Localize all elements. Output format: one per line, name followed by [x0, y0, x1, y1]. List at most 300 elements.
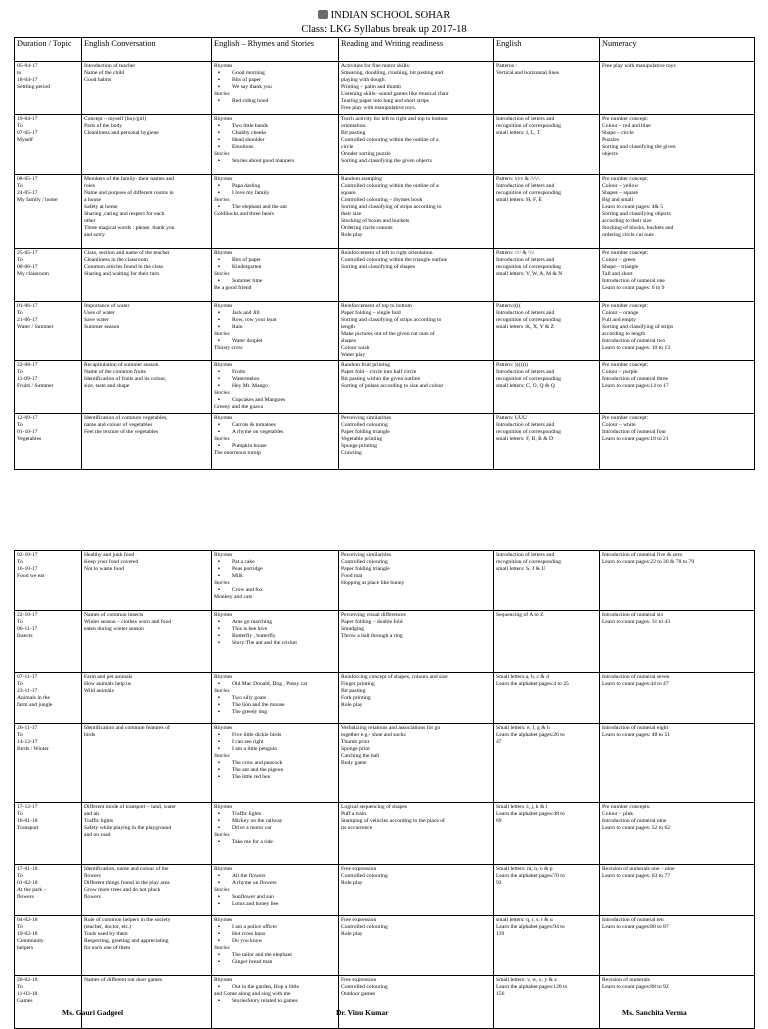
table-row [15, 302, 755, 361]
bullet-item: ▪ Watermelon [214, 376, 336, 383]
cell-line: To [17, 811, 23, 817]
cell-line: Introduction of numeral one [602, 278, 665, 284]
cell-line: Learn the alphabet pages:4 to 25 [496, 681, 569, 687]
cell-line: Paper fold – circle into half circle [341, 369, 417, 375]
cell-line: according to their size [602, 218, 652, 224]
cell-line: 22-08-17 [17, 362, 38, 368]
table-row [15, 611, 755, 673]
reading-writing-cell [339, 803, 494, 865]
cell-line: 01-10-17 [17, 429, 38, 435]
numeracy-cell [600, 175, 755, 249]
cell-line: Shapes – square [602, 190, 639, 196]
cell-line: recognition of corresponding [496, 559, 561, 565]
rhymes-heading: Rhymes [214, 415, 233, 421]
rhymes-stories-cell [212, 302, 339, 361]
cell-line: Small letters: e, f, g & h [496, 725, 550, 731]
cell-line: Perceiving similarities [341, 552, 392, 558]
reading-writing-cell [339, 175, 494, 249]
cell-line: Identification, name and colour of the [84, 866, 169, 872]
cell-line: Sequencing of A to Z [496, 612, 544, 618]
cell-line: Puzzles [602, 137, 620, 143]
bullet-item: ▪ Ants go marching [214, 619, 336, 626]
cell-line: Introduction of numeral seven [602, 674, 670, 680]
numeracy-cell [600, 865, 755, 916]
bullet-item: ▪ Good morning [214, 70, 336, 77]
cell-line: Learn to count pages: 6 to 9 [602, 285, 665, 291]
rhymes-heading: Rhymes [214, 917, 233, 923]
cell-line: Pre number concept: [602, 303, 649, 309]
bullet-item: ▪ The tailor and the elephant [214, 952, 336, 959]
rhymes-heading: Rhymes [214, 552, 233, 558]
cell-line: To [17, 984, 23, 990]
bullet-item: ▪ Summer time [214, 278, 336, 285]
cell-line: Learn to count pages: 10 to 13 [602, 345, 671, 351]
cell-line: Winter season – clothes worn and food [84, 619, 172, 625]
conversation-cell [82, 916, 212, 976]
cell-line: Learn the alphabet pages:70 to [496, 873, 565, 879]
cell-line: 19-04-17 [17, 116, 38, 122]
rhymes-stories-cell [212, 551, 339, 611]
cell-line: Controlled colouring – rhymes book [341, 197, 423, 203]
rhymes-heading: Rhymes [214, 977, 233, 983]
cell-line: Learn to count pages:14 to 17 [602, 383, 669, 389]
cell-line: Big and small [602, 197, 634, 203]
cell-line: 14-12-17 [17, 739, 38, 745]
cell-line: Free expression [341, 866, 377, 872]
english-cell [494, 249, 600, 302]
stories-heading: Stories [214, 197, 230, 203]
bullet-item: ▪ The elephant and the ant [214, 204, 336, 211]
cell-line: Learn to count pages:80 to 87 [602, 924, 669, 930]
reading-writing-cell [339, 551, 494, 611]
rhymes-stories-cell [212, 865, 339, 916]
bullet-item: ▪ All the flowers [214, 873, 336, 880]
cell-line: small letters: C, O, Q & Q [496, 383, 555, 389]
cell-line: 93 [496, 880, 502, 886]
cell-line: Summer season [84, 324, 120, 330]
cell-line: 11-09-17 [17, 376, 38, 382]
cell-line: 26-11-17 [17, 725, 38, 731]
cell-line: other [84, 218, 96, 224]
table-row [15, 361, 755, 414]
numeracy-cell [600, 551, 755, 611]
cell-line: Sorting of pulses according to size and colour [341, 383, 444, 389]
cell-line: Shape – circle [602, 130, 634, 136]
bullet-item: ▪ A rhyme on vegetables [214, 429, 336, 436]
cell-line: Sorting and classifying of strips according to [341, 317, 442, 323]
english-cell [494, 865, 600, 916]
bullet-item: ▪ The crow and peacock [214, 760, 336, 767]
column-header: Duration / Topic [15, 38, 82, 62]
cell-line: their size [341, 211, 362, 217]
cell-line: Learn to count pages:88 to 92 [602, 984, 669, 990]
cell-line: Throw a ball through a ring [341, 633, 403, 639]
rhymes-heading: Rhymes [214, 725, 233, 731]
numeracy-cell [600, 302, 755, 361]
cell-line: 07-11-17 [17, 674, 38, 680]
numeracy-cell [600, 803, 755, 865]
cell-line: 06-11-17 [17, 626, 38, 632]
english-cell [494, 302, 600, 361]
rhymes-heading: Rhymes [214, 116, 233, 122]
rhymes-stories-cell [212, 611, 339, 673]
conversation-cell [82, 414, 212, 470]
cell-line: 16-01-18 [17, 818, 38, 824]
cell-line: Reinforcement of left to right orientation [341, 250, 433, 256]
conversation-cell [82, 62, 212, 115]
reading-writing-cell [339, 115, 494, 175]
cell-line: Introduction of numeral eight [602, 725, 669, 731]
reading-writing-cell [339, 302, 494, 361]
numeracy-cell [600, 916, 755, 976]
cell-line: Common articles found in the class [84, 264, 164, 270]
cell-line: Name of the child [84, 70, 125, 76]
table-header-row [15, 38, 755, 62]
table-row [15, 976, 755, 1029]
conversation-cell [82, 865, 212, 916]
bullet-item: ▪ The little red hen [214, 774, 336, 781]
cell-line: Role of common helpers in the society [84, 917, 171, 923]
cell-line: flowers [84, 894, 101, 900]
school-name: INDIAN SCHOOL SOHAR [330, 10, 451, 21]
cell-line: (teacher, doctor, etc.) [84, 924, 132, 930]
bullet-item: ▪ Chubby cheeks [214, 130, 336, 137]
cell-line: Transport [17, 825, 39, 831]
school-logo-icon [318, 10, 328, 19]
cell-line: Name and purpose of different rooms in [84, 190, 174, 196]
cell-line: small letters: q, r, s, t & u [496, 917, 553, 923]
cell-line: Safety at home [84, 204, 118, 210]
cell-line: Different mode of transport – land, water [84, 804, 177, 810]
cell-line: Greeny and the guava [214, 404, 263, 410]
bullet-item: ▪ We say thank you [214, 84, 336, 91]
cell-line: Learn to count pages: 4& 5 [602, 204, 664, 210]
cell-line: Learn to count pages:18 to 21 [602, 436, 669, 442]
cell-line: Healthy and junk food [84, 552, 135, 558]
cell-line: Be a good friend [214, 285, 252, 291]
numeracy-cell [600, 724, 755, 803]
stories-heading: Stories [214, 331, 230, 337]
cell-line: and on road [84, 832, 111, 838]
cell-line: Water play [341, 352, 366, 358]
bullet-item: ▪ Traffic lights [214, 811, 336, 818]
cell-line: 24-05-17 [17, 190, 38, 196]
rhymes-stories-cell [212, 724, 339, 803]
cell-line: To [17, 369, 23, 375]
conversation-cell [82, 976, 212, 1029]
cell-line: Learn to count pages: 48 to 51 [602, 732, 671, 738]
bullet-item: ▪ Stories about good manners [214, 158, 336, 165]
cell-line: Colour – purple [602, 369, 638, 375]
rhymes-stories-cell [212, 673, 339, 724]
signature-teacher: Ms. Sanchita Verma [622, 1008, 687, 1017]
rhymes-stories-cell [212, 62, 339, 115]
cell-line: 23-11-17 [17, 688, 38, 694]
cell-line: small letters: S, J & U [496, 566, 546, 572]
cell-line: Introduction of numeral four [602, 429, 667, 435]
cell-line: Learn to count pages:22 to 30 & 78 to 79 [602, 559, 695, 565]
conversation-cell [82, 611, 212, 673]
rhymes-heading: Rhymes [214, 63, 233, 69]
cell-line: its occurrence [341, 825, 373, 831]
cell-line: Small letters: v, w, x, y & z [496, 977, 557, 983]
cell-line: for each one of them [84, 945, 131, 951]
table-row [15, 865, 755, 916]
cell-line: Perceiving similarities [341, 415, 392, 421]
rhymes-stories-cell [212, 803, 339, 865]
cell-line: Pre number concept: [602, 116, 649, 122]
cell-line: Introduction of numeral nine [602, 818, 667, 824]
bullet-item: ▪ Jack and Jill [214, 310, 336, 317]
cell-line: recognition of corresponding [496, 429, 561, 435]
cell-line: Colour – white [602, 422, 636, 428]
cell-line: Grow more trees and do not pluck [84, 887, 161, 893]
bullet-item: ▪ The greedy dog [214, 709, 336, 716]
bullet-item: ▪ Lotus and honey bee [214, 901, 336, 908]
cell-line: and sorry [84, 232, 105, 238]
english-cell [494, 62, 600, 115]
cell-line: Myself [17, 137, 33, 143]
cell-line: Introduction of numeral ten [602, 917, 664, 923]
cell-line: Role play [341, 702, 363, 708]
cell-line: small letters: F, B, R & D [496, 436, 554, 442]
duration-cell [15, 865, 82, 916]
cell-line: Bit pasting [341, 688, 366, 694]
cell-line: recognition of corresponding [496, 123, 561, 129]
conversation-cell [82, 551, 212, 611]
cell-line: Respecting, greeting and appreciating [84, 938, 169, 944]
duration-cell [15, 361, 82, 414]
cell-line: Keep your food covered [84, 559, 139, 565]
cell-line: Free play with manipulative toys. [341, 105, 417, 111]
cell-line: Revision of numerals one – nine [602, 866, 675, 872]
cell-line: Vegetable printing [341, 436, 383, 442]
reading-writing-cell [339, 916, 494, 976]
duration-cell [15, 724, 82, 803]
cell-line: Farm and pet animals [84, 674, 133, 680]
cell-line: Colour – orange [602, 310, 639, 316]
cell-line: To [17, 732, 23, 738]
cell-line: Introduction of numeral three [602, 376, 669, 382]
reading-writing-cell [339, 611, 494, 673]
reading-writing-cell [339, 249, 494, 302]
cell-line: recognition of corresponding [496, 317, 561, 323]
cell-line: Colour – red and blue [602, 123, 651, 129]
cell-line: Save water [84, 317, 109, 323]
cell-line: ordering circle cut outs [602, 232, 654, 238]
cell-line: Finger printing [341, 681, 375, 687]
cell-line: birds [84, 732, 96, 738]
table-row [15, 62, 755, 115]
rhymes-stories-cell [212, 175, 339, 249]
bullet-item: ▪ The ant and the pigeon [214, 767, 336, 774]
cell-line: Free play with manipulative toys [602, 63, 676, 69]
bullet-item: ▪ Two little hands [214, 123, 336, 130]
cell-line: Learn the alphabet pages:120 to [496, 984, 568, 990]
cell-line: Pattern: UUU [496, 415, 527, 421]
cell-line: Pattern:(((( [496, 303, 521, 309]
cell-line: 19-02-18 [17, 931, 38, 937]
cell-line: Wild animals [84, 688, 114, 694]
cell-line: To [17, 183, 23, 189]
cell-line: 01-02-18 [17, 880, 38, 886]
reading-writing-cell [339, 976, 494, 1029]
cell-line: To [17, 924, 23, 930]
duration-cell [15, 62, 82, 115]
cell-line: Puff a train [341, 811, 367, 817]
bullet-item: ▪ Five little dickie birds [214, 732, 336, 739]
cell-line: Name of the common fruits [84, 369, 146, 375]
numeracy-cell [600, 414, 755, 470]
cell-line: Controlled colouring [341, 924, 388, 930]
cell-line: To [17, 257, 23, 263]
cell-line: Bit pasting [341, 130, 366, 136]
bullet-item: ▪ I love my family [214, 190, 336, 197]
stories-heading: Stories [214, 91, 230, 97]
cell-line: small letters :K, X, Y & Z [496, 324, 554, 330]
cell-line: 47 [496, 739, 502, 745]
rhymes-heading: Rhymes [214, 303, 233, 309]
duration-cell [15, 673, 82, 724]
rhymes-heading: Rhymes [214, 866, 233, 872]
cell-line: Stocking of blocks, buckets and [602, 225, 674, 231]
cell-line: objects [602, 151, 618, 157]
bullet-item: ▪ Mickey on the railway [214, 818, 336, 825]
bullet-item: ▪ Papa darling [214, 183, 336, 190]
cell-line: Traffic lights [84, 818, 114, 824]
rhymes-stories-cell [212, 916, 339, 976]
table-row [15, 414, 755, 470]
column-header: Numeracy [600, 38, 755, 62]
table-row [15, 115, 755, 175]
cell-line: 156 [496, 991, 505, 997]
bullet-item: ▪ Fruits [214, 369, 336, 376]
cell-line: Learn the alphabet pages:48 to [496, 811, 565, 817]
cell-line: To [17, 619, 23, 625]
stories-heading: Stories [214, 887, 230, 893]
english-cell [494, 724, 600, 803]
cell-line: Paper folding triangle [341, 566, 390, 572]
cell-line: Controlled colouring [341, 984, 388, 990]
cell-line: shapes [341, 338, 356, 344]
cell-line: Names of common insects [84, 612, 144, 618]
cell-line: name and colour of vegetables [84, 422, 153, 428]
cell-line: Sharing ,caring and respect for each [84, 211, 165, 217]
reading-writing-cell [339, 361, 494, 414]
cell-line: Class, section and name of the teacher [84, 250, 170, 256]
rhymes-heading: Rhymes [214, 612, 233, 618]
cell-line: Goldilocks and three bears [214, 211, 274, 217]
cell-line: Sorting and classifying the given objects [341, 158, 432, 164]
duration-cell [15, 302, 82, 361]
cell-line: Fruits / Summer [17, 383, 54, 389]
bullet-item: ▪ Butterfly , butterfly [214, 633, 336, 640]
cell-line: Safety while playing in the playground [84, 825, 172, 831]
bullet-item: ▪ Hey Mr. Mango [214, 383, 336, 390]
cell-line: size, taste and shape [84, 383, 130, 389]
cell-line: Introduction of letters and [496, 183, 555, 189]
numeracy-cell [600, 976, 755, 1029]
cell-line: Perceiving visual differences [341, 612, 406, 618]
stories-heading: Stories [214, 271, 230, 277]
english-cell [494, 673, 600, 724]
cell-line: Full and empty [602, 317, 636, 323]
cell-line: 16-10-17 [17, 566, 38, 572]
cell-line: farm and jungle [17, 702, 53, 708]
reading-writing-cell [339, 673, 494, 724]
cell-line: Random fruit printing [341, 362, 391, 368]
numeracy-cell [600, 249, 755, 302]
cell-line: To [17, 123, 23, 129]
bullet-item: ▪ This is bee hive [214, 626, 336, 633]
cell-line: Food we eat [17, 573, 45, 579]
rhymes-stories-cell [212, 976, 339, 1029]
cell-line: Body game [341, 760, 367, 766]
cell-line: My family / home [17, 197, 58, 203]
cell-line: Sharing and waiting for their turn [84, 271, 160, 277]
cell-line: Pattern: //// & \\\\ [496, 250, 535, 256]
cell-line: Monkey and cats [214, 594, 253, 600]
cell-line: 04-02-18 [17, 917, 38, 923]
stories-heading: Stories [214, 151, 230, 157]
cell-line: Different things found in the play area [84, 880, 170, 886]
cell-line: Insects [17, 633, 33, 639]
cell-line: Settling period [17, 84, 51, 90]
cell-line: Paper folding – single fold [341, 310, 401, 316]
english-cell [494, 175, 600, 249]
cell-line: Names of different out door games [84, 977, 163, 983]
cell-line: My classroom [17, 271, 49, 277]
cell-line: Food mat [341, 573, 363, 579]
cell-line: The enormous turnip [214, 450, 261, 456]
cell-line: Small letters :i, j, k & l [496, 804, 548, 810]
cell-line: Small letters:a, b, c & d [496, 674, 549, 680]
cell-line: and air [84, 811, 100, 817]
cell-line: Birds / Winter [17, 746, 49, 752]
cell-line: Learn to count pages:44 to 47 [602, 681, 669, 687]
cell-line: Pattern: vvv & /\/\/\ [496, 176, 540, 182]
cell-line: Water / Summer [17, 324, 54, 330]
duration-cell [15, 414, 82, 470]
cell-line: Colour – yellow [602, 183, 639, 189]
rhymes-stories-cell [212, 249, 339, 302]
rhymes-heading: Rhymes [214, 804, 233, 810]
cell-line: Smearing, doodling, crushing, bit pasting and [341, 70, 443, 76]
table-row [15, 916, 755, 976]
bullet-item: ▪ I am a police officer [214, 924, 336, 931]
cell-line: To [17, 310, 23, 316]
cell-line: Members of the family- their names and [84, 176, 175, 182]
numeracy-cell [600, 115, 755, 175]
cell-line: Cleanliness in the classroom [84, 257, 148, 263]
stories-heading: Stories [214, 436, 230, 442]
numeracy-cell [600, 611, 755, 673]
cell-line: Sorting and classifying of strips [602, 324, 674, 330]
cell-line: square [341, 190, 356, 196]
cell-line: Games [17, 998, 33, 1004]
cell-line: Smudging [341, 626, 365, 632]
cell-line: Vegetables [17, 436, 42, 442]
cell-line: length [341, 324, 355, 330]
bullet-item: ▪ I am a little penguin [214, 746, 336, 753]
cell-line: Sponge print [341, 746, 370, 752]
english-cell [494, 115, 600, 175]
bullet-item: ▪ Old Mac Donald, Dog , Pussy cat [214, 681, 336, 688]
reading-writing-cell [339, 62, 494, 115]
cell-line: Introduction of numeral five & zero [602, 552, 683, 558]
table-row [15, 803, 755, 865]
conversation-cell [82, 249, 212, 302]
